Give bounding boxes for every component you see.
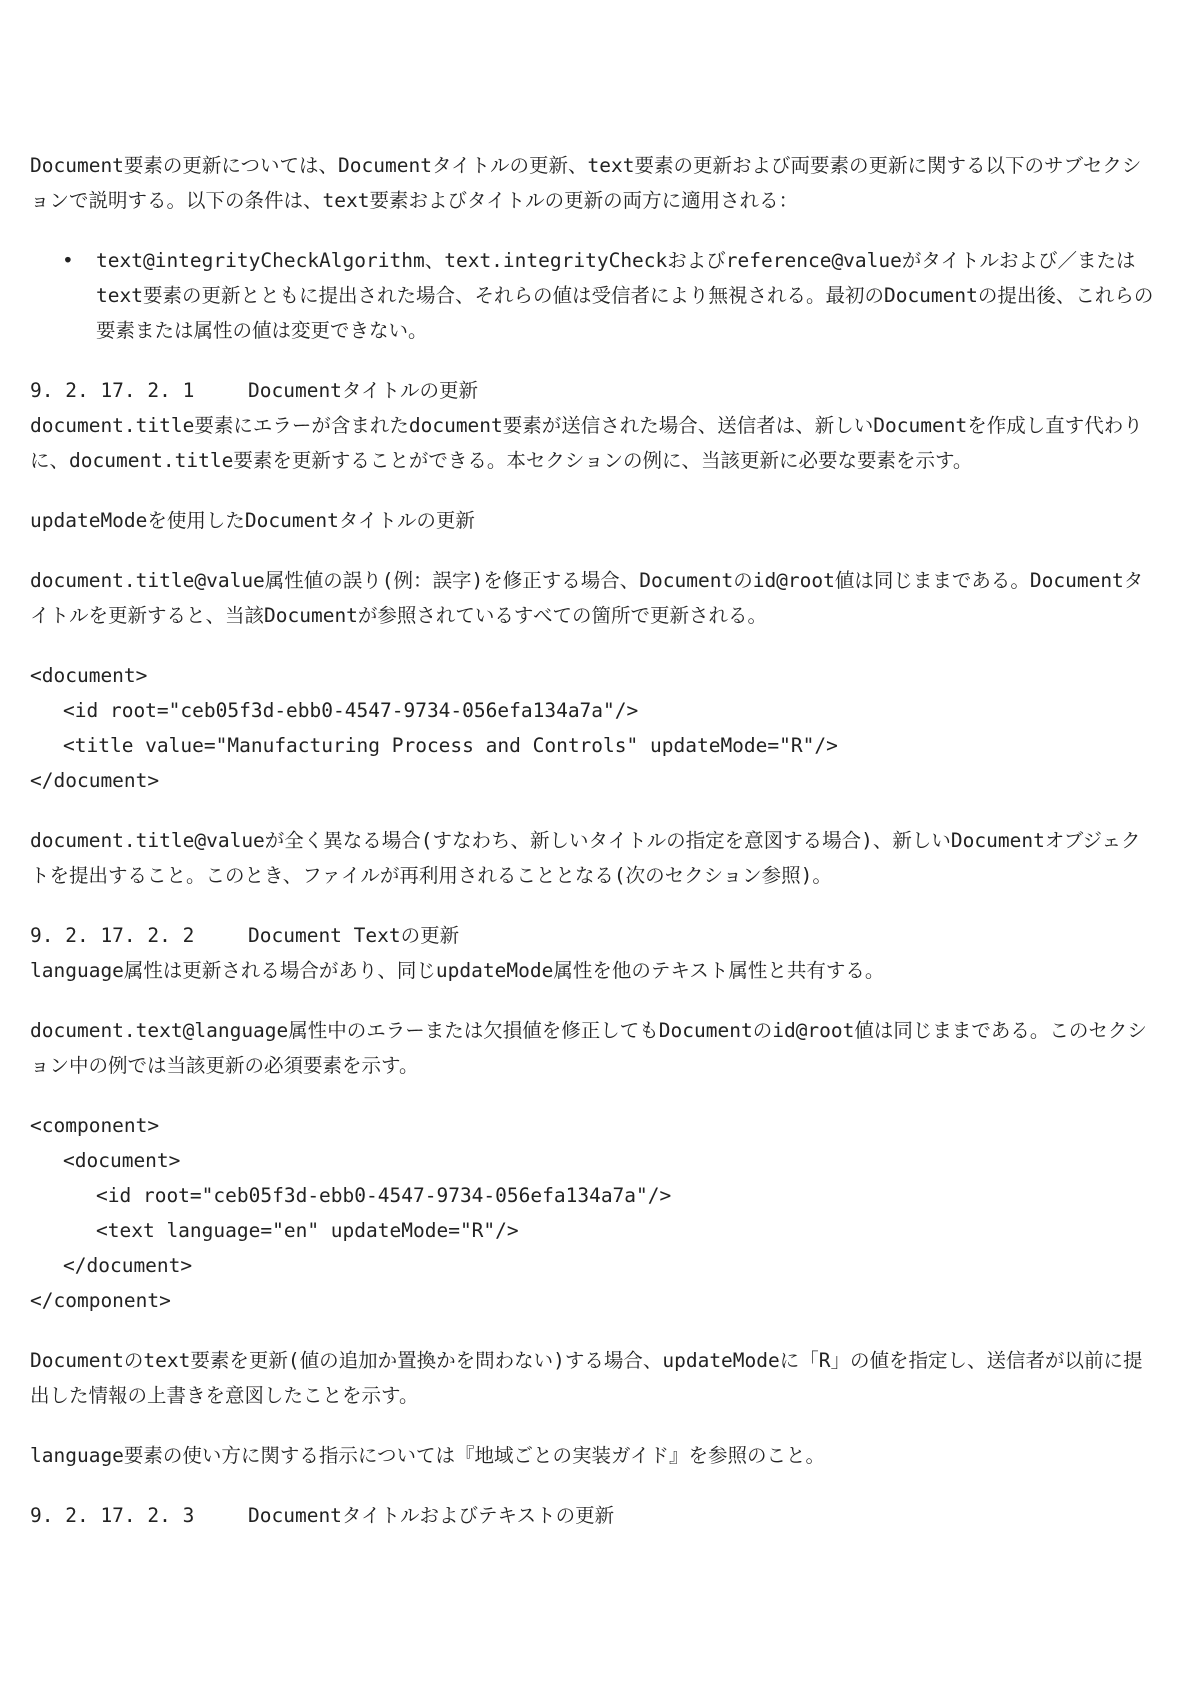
code-line: <title value="Manufacturing Process and Controls" updateMode="R"/> xyxy=(63,734,838,757)
paragraph: language要素の使い方に関する指示については『地域ごとの実装ガイド』を参照のこと。 xyxy=(30,1444,825,1467)
code-block-2 xyxy=(30,1108,1155,1318)
code-line: <id root="ceb05f3d-ebb0-4547-9734-056efa134a7a"/> xyxy=(63,699,639,722)
section-heading-1 xyxy=(30,373,1155,408)
code-line: <id root="ceb05f3d-ebb0-4547-9734-056efa134a7a"/> xyxy=(96,1184,672,1207)
bullet-text: text@integrityCheckAlgorithm、text.integrityCheckおよびreference@valueがタイトルおよび／またはtext要素の更新とともに提出された場合、それらの値は受信者により無視される。最初のDocumentの提出後、これらの要素または属性の値は変更できない。 xyxy=(96,249,1154,342)
section-body: document.title要素にエラーが含まれたdocument要素が送信された場合、送信者は、新しいDocumentを作成し直す代わりに、document.title要素を更新することができる。本セクションの例に、当該更新に必要な要素を示す。 xyxy=(30,414,1143,472)
subheading: updateModeを使用したDocumentタイトルの更新 xyxy=(30,509,475,532)
section-title: Documentタイトルおよびテキストの更新 xyxy=(248,1504,615,1527)
document-page xyxy=(30,148,1155,1533)
intro-paragraph: Document要素の更新については、Documentタイトルの更新、text要素の更新および両要素の更新に関する以下のサブセクションで説明する。以下の条件は、text要素およびタイトルの更新の両方に適用される： xyxy=(30,154,1142,212)
code-line: </document> xyxy=(30,769,160,792)
section-number: 9. 2. 17. 2. 1 xyxy=(30,379,195,402)
code-line: </component> xyxy=(30,1289,171,1312)
paragraph: Documentのtext要素を更新(値の追加か置換かを問わない)する場合、updateModeに「R」の値を指定し、送信者が以前に提出した情報の上書きを意図したことを示す。 xyxy=(30,1349,1143,1407)
code-line: <component> xyxy=(30,1114,160,1137)
section-heading-2 xyxy=(30,918,1155,953)
bullet-list-item xyxy=(30,243,1155,348)
section-number: 9. 2. 17. 2. 3 xyxy=(30,1504,195,1527)
paragraph: document.title@value属性値の誤り(例：誤字)を修正する場合、Documentのid@root値は同じままである。Documentタイトルを更新すると、当該Documentが参照されているすべての箇所で更新される。 xyxy=(30,569,1144,627)
section-heading-3 xyxy=(30,1498,1155,1533)
bullet-icon: • xyxy=(62,249,74,272)
code-line: <document> xyxy=(30,664,148,687)
code-line: <text language="en" updateMode="R"/> xyxy=(96,1219,519,1242)
section-body: language属性は更新される場合があり、同じupdateMode属性を他のテキスト属性と共有する。 xyxy=(30,959,885,982)
section-title: Document Textの更新 xyxy=(248,924,460,947)
section-number: 9. 2. 17. 2. 2 xyxy=(30,924,195,947)
code-line: </document> xyxy=(63,1254,193,1277)
section-title: Documentタイトルの更新 xyxy=(248,379,479,402)
paragraph: document.title@valueが全く異なる場合(すなわち、新しいタイトルの指定を意図する場合)、新しいDocumentオブジェクトを提出すること。このとき、ファイルが再利用されることとなる(次のセクション参照)。 xyxy=(30,829,1141,887)
code-line: <document> xyxy=(63,1149,181,1172)
paragraph: document.text@language属性中のエラーまたは欠損値を修正してもDocumentのid@root値は同じままである。このセクション中の例では当該更新の必須要素を示す。 xyxy=(30,1019,1147,1077)
code-block-1 xyxy=(30,658,1155,798)
